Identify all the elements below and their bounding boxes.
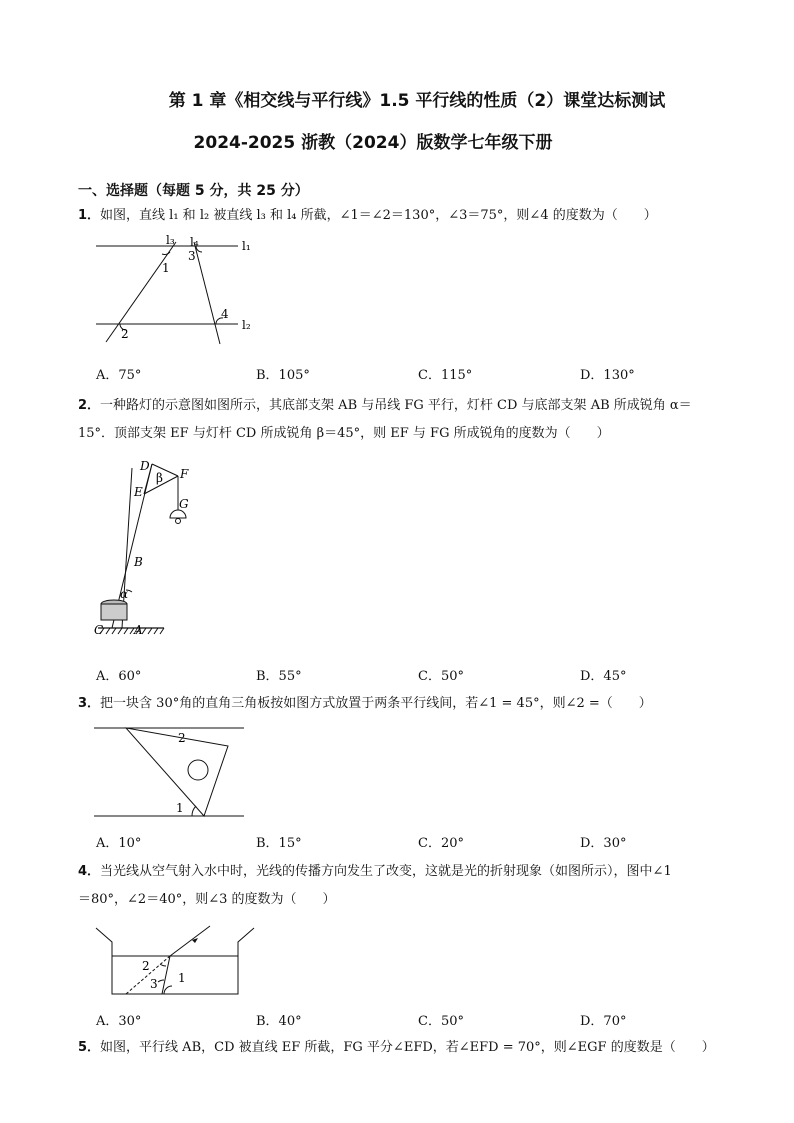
question-5 (78, 1034, 728, 1062)
label-beta: β (156, 471, 163, 485)
question-text-line1: 当光线从空气射入水中时，光线的传播方向发生了改变，这就是光的折射现象（如图所示），图中∠1 (100, 864, 672, 879)
label-2: 2 (142, 959, 150, 973)
options-q4 (96, 1010, 746, 1030)
incident-ray (170, 926, 210, 956)
question-number: 4． (78, 864, 101, 879)
label-alpha: α (120, 587, 129, 601)
figure-q4 (92, 922, 262, 998)
question-number: 5． (78, 1040, 101, 1055)
option-d[interactable]: D．130° (580, 368, 635, 383)
label-l2: l₂ (242, 318, 251, 332)
question-text-line2: 15°．顶部支架 EF 与灯杆 CD 所成锐角 β＝45°，则 EF 与 FG 所成锐角的度数为（ ） (78, 426, 610, 441)
question-number: 3． (78, 696, 101, 711)
option-a[interactable]: A．60° (96, 669, 142, 684)
label-f: F (180, 467, 189, 481)
question-text: 如图，直线 l₁ 和 l₂ 被直线 l₃ 和 l₄ 所截，∠1＝∠2＝130°，∠3＝75°，则∠4 的度数为（ ） (100, 208, 657, 223)
figure-q2 (90, 456, 210, 646)
document-subtitle: 2024-2025 浙教（2024）版数学七年级下册 (193, 133, 553, 153)
label-3: 3 (188, 249, 196, 263)
option-c[interactable]: C．115° (418, 368, 473, 383)
figure-q3 (92, 722, 252, 822)
question-3 (78, 690, 728, 718)
label-1: 1 (176, 801, 184, 815)
question-text-line2: ＝80°，∠2＝40°，则∠3 的度数为（ ） (78, 892, 336, 907)
question-2 (78, 392, 728, 448)
label-a: A (134, 623, 143, 637)
section-heading: 一、选择题（每题 5 分，共 25 分） (78, 183, 309, 199)
ground-hatching (100, 628, 164, 634)
lamp-bulb (176, 519, 181, 524)
angle-arc-1 (192, 806, 196, 816)
label-e: E (134, 485, 143, 499)
option-b[interactable]: B．15° (256, 836, 302, 851)
question-4 (78, 858, 728, 914)
option-d[interactable]: D．45° (580, 669, 627, 684)
question-1 (78, 202, 728, 230)
document-title: 第 1 章《相交线与平行线》1.5 平行线的性质（2）课堂达标测试 (168, 91, 666, 111)
label-2: 2 (178, 731, 186, 745)
option-c[interactable]: C．20° (418, 836, 464, 851)
water-tank (96, 928, 254, 994)
label-1: 1 (162, 261, 170, 275)
options-q3 (96, 832, 746, 852)
label-l3: l₃ (166, 233, 175, 247)
question-text: 把一块含 30°角的直角三角板按如图方式放置于两条平行线间，若∠1 = 45°，则∠2 =（ ） (100, 696, 652, 711)
option-c[interactable]: C．50° (418, 669, 464, 684)
label-b: B (134, 555, 143, 569)
angle-arc-2 (160, 964, 166, 966)
option-a[interactable]: A．30° (96, 1014, 142, 1029)
angle-arc-1 (164, 986, 172, 994)
line-l3 (106, 242, 176, 342)
options-q2 (96, 665, 746, 685)
line-l4 (194, 242, 220, 344)
option-b[interactable]: B．105° (256, 368, 310, 383)
label-c: C (94, 623, 104, 637)
option-d[interactable]: D．70° (580, 1014, 627, 1029)
angle-arc-3 (158, 980, 164, 982)
label-1: 1 (178, 971, 186, 985)
option-a[interactable]: A．75° (96, 368, 142, 383)
option-d[interactable]: D．30° (580, 836, 627, 851)
option-c[interactable]: C．50° (418, 1014, 464, 1029)
option-b[interactable]: B．40° (256, 1014, 302, 1029)
label-l4: l₄ (190, 235, 199, 249)
label-g: G (179, 497, 189, 511)
question-number: 2． (78, 398, 101, 413)
option-b[interactable]: B．55° (256, 669, 302, 684)
options-q1 (96, 364, 746, 384)
label-d: D (140, 459, 150, 473)
question-number: 1． (78, 208, 101, 223)
question-text-line1: 一种路灯的示意图如图所示，其底部支架 AB 与吊线 FG 平行，灯杆 CD 与底部支架 AB 所成锐角 α＝ (100, 398, 692, 413)
lamp-shade (170, 510, 186, 518)
figure-q1 (90, 232, 270, 352)
label-4: 4 (221, 307, 229, 321)
label-3: 3 (150, 977, 158, 991)
base-weight (101, 604, 127, 620)
option-a[interactable]: A．10° (96, 836, 142, 851)
label-l1: l₁ (242, 239, 251, 253)
label-2: 2 (121, 327, 129, 341)
triangle-hole (188, 760, 208, 780)
question-text: 如图，平行线 AB，CD 被直线 EF 所截，FG 平分∠EFD，若∠EFD = 70°，则∠EGF 的度数是（ ） (100, 1040, 715, 1055)
